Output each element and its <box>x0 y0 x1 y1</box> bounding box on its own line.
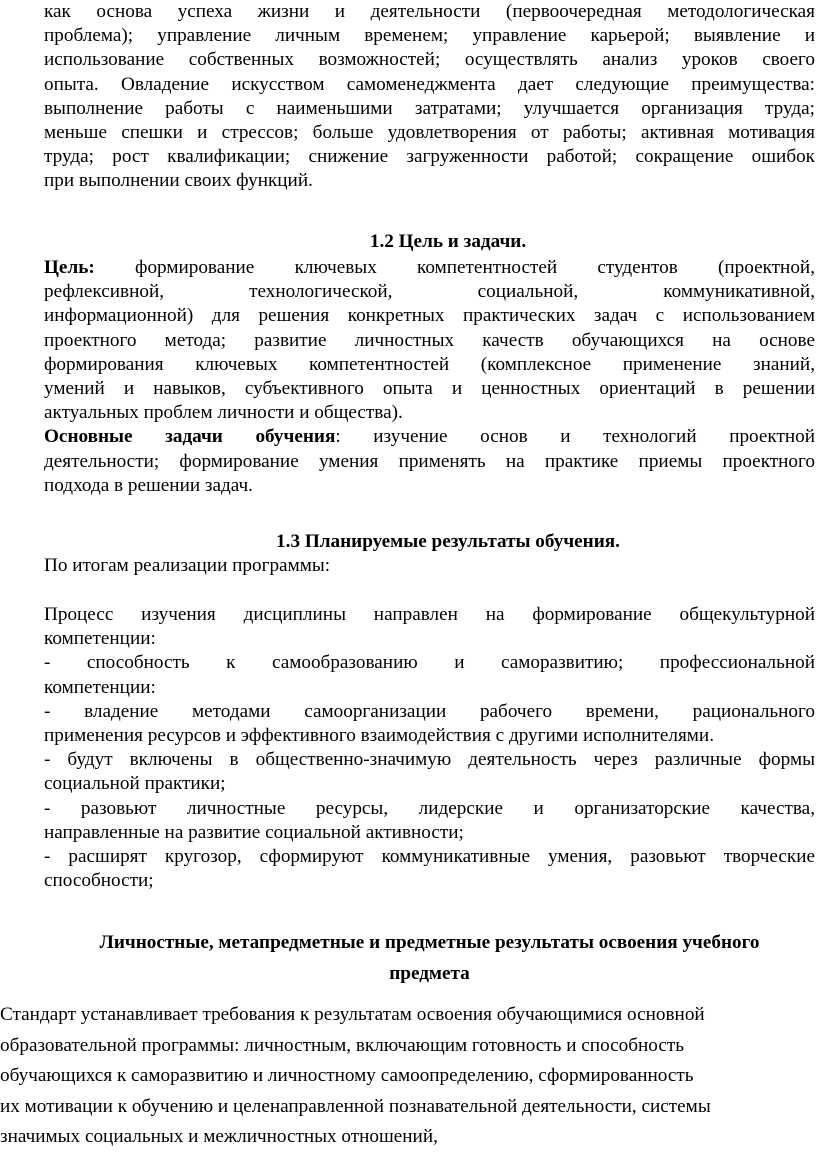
standard-line: образовательной программы: личностным, включающим готовность и способность <box>0 1034 685 1056</box>
list-item: - способность к самообразованию и саморазвитию; профессиональной <box>44 652 815 674</box>
standard-line: их мотивации к обучению и целенаправленной познавательной деятельности, системы <box>0 1095 711 1117</box>
results-heading-line: Личностные, метапредметные и предметные результаты освоения учебного <box>99 932 760 953</box>
intro-line: выполнение работы с наименьшими затратами; улучшается организация труда; <box>44 97 815 119</box>
intro-line: при выполнении своих функций. <box>44 170 313 192</box>
results-heading-line: предмета <box>389 963 470 984</box>
list-item: направленные на развитие социальной активности; <box>44 821 464 843</box>
intro-line: использование собственных возможностей; осуществлять анализ уроков своего <box>44 49 815 71</box>
results-intro <box>44 554 815 578</box>
goal-line <box>44 256 815 280</box>
process-line: компетенции: <box>44 628 156 650</box>
tasks-line: деятельности; формирование умения применять на практике приемы проектного <box>44 450 815 472</box>
goal-text: формирование ключевых компетентностей студентов (проектной, <box>94 257 815 278</box>
tasks-text: : изучение основ и технологий проектной <box>335 426 815 448</box>
results-intro-text: По итогам реализации программы: <box>44 555 331 576</box>
competencies-list <box>44 603 815 893</box>
standard-paragraph <box>0 1000 810 1153</box>
standard-line: обучающихся к саморазвитию и личностному самоопределению, сформированность <box>0 1065 694 1086</box>
goal-line: рефлексивной, технологической, социальной, коммуникативной, <box>44 281 815 303</box>
goal-line: формирования ключевых компетентностей (комплексное применение знаний, <box>44 353 815 375</box>
list-item: - будут включены в общественно-значимую деятельность через различные формы <box>44 749 815 771</box>
intro-line: опыта. Овладение искусством самоменеджмента дает следующие преимущества: <box>44 73 815 95</box>
list-item: способности; <box>44 870 154 892</box>
tasks-label: Основные задачи обучения <box>44 426 336 448</box>
intro-paragraph <box>44 0 815 194</box>
section-heading-results: 1.3 Планируемые результаты обучения. <box>276 531 620 552</box>
intro-line: как основа успеха жизни и деятельности (первоочередная методологическая <box>44 1 815 22</box>
tasks-line <box>44 425 815 449</box>
results-heading <box>44 927 815 989</box>
goal-line: актуальных проблем личности и общества). <box>44 402 403 424</box>
list-item: применения ресурсов и эффективного взаимодействия с другими исполнителями. <box>44 725 714 747</box>
intro-line: труда; рост квалификации; снижение загруженности работой; сокращение ошибок <box>44 146 815 168</box>
list-item: - разовьют личностные ресурсы, лидерские и организаторские качества, <box>44 797 815 819</box>
goal-line: умений и навыков, субъективного опыта и ценностных ориентаций в решении <box>44 378 815 400</box>
goal-line: проектного метода; развитие личностных качеств обучающихся на основе <box>44 329 815 351</box>
list-item: - владение методами самоорганизации рабочего времени, рационального <box>44 700 815 722</box>
intro-line: проблема); управление личным временем; управление карьерой; выявление и <box>44 25 815 47</box>
goals-paragraph <box>44 256 815 498</box>
goal-line: информационной) для решения конкретных практических задач с использованием <box>44 305 815 327</box>
list-item: компетенции: <box>44 676 156 698</box>
list-item: социальной практики; <box>44 773 226 795</box>
list-item: - расширят кругозор, сформируют коммуникативные умения, разовьют творческие <box>44 846 815 868</box>
tasks-line: подхода в решении задач. <box>44 474 253 496</box>
process-line: Процесс изучения дисциплины направлен на формирование общекультурной <box>44 604 815 625</box>
standard-line: Стандарт устанавливает требования к результатам освоения обучающимися основной <box>0 1004 705 1025</box>
section-heading-goals: 1.2 Цель и задачи. <box>369 231 527 252</box>
intro-line: меньше спешки и стрессов; больше удовлетворения от работы; активная мотивация <box>44 122 815 144</box>
goal-label: Цель: <box>44 257 95 278</box>
standard-line: значимых социальных и межличностных отношений, <box>0 1126 438 1147</box>
